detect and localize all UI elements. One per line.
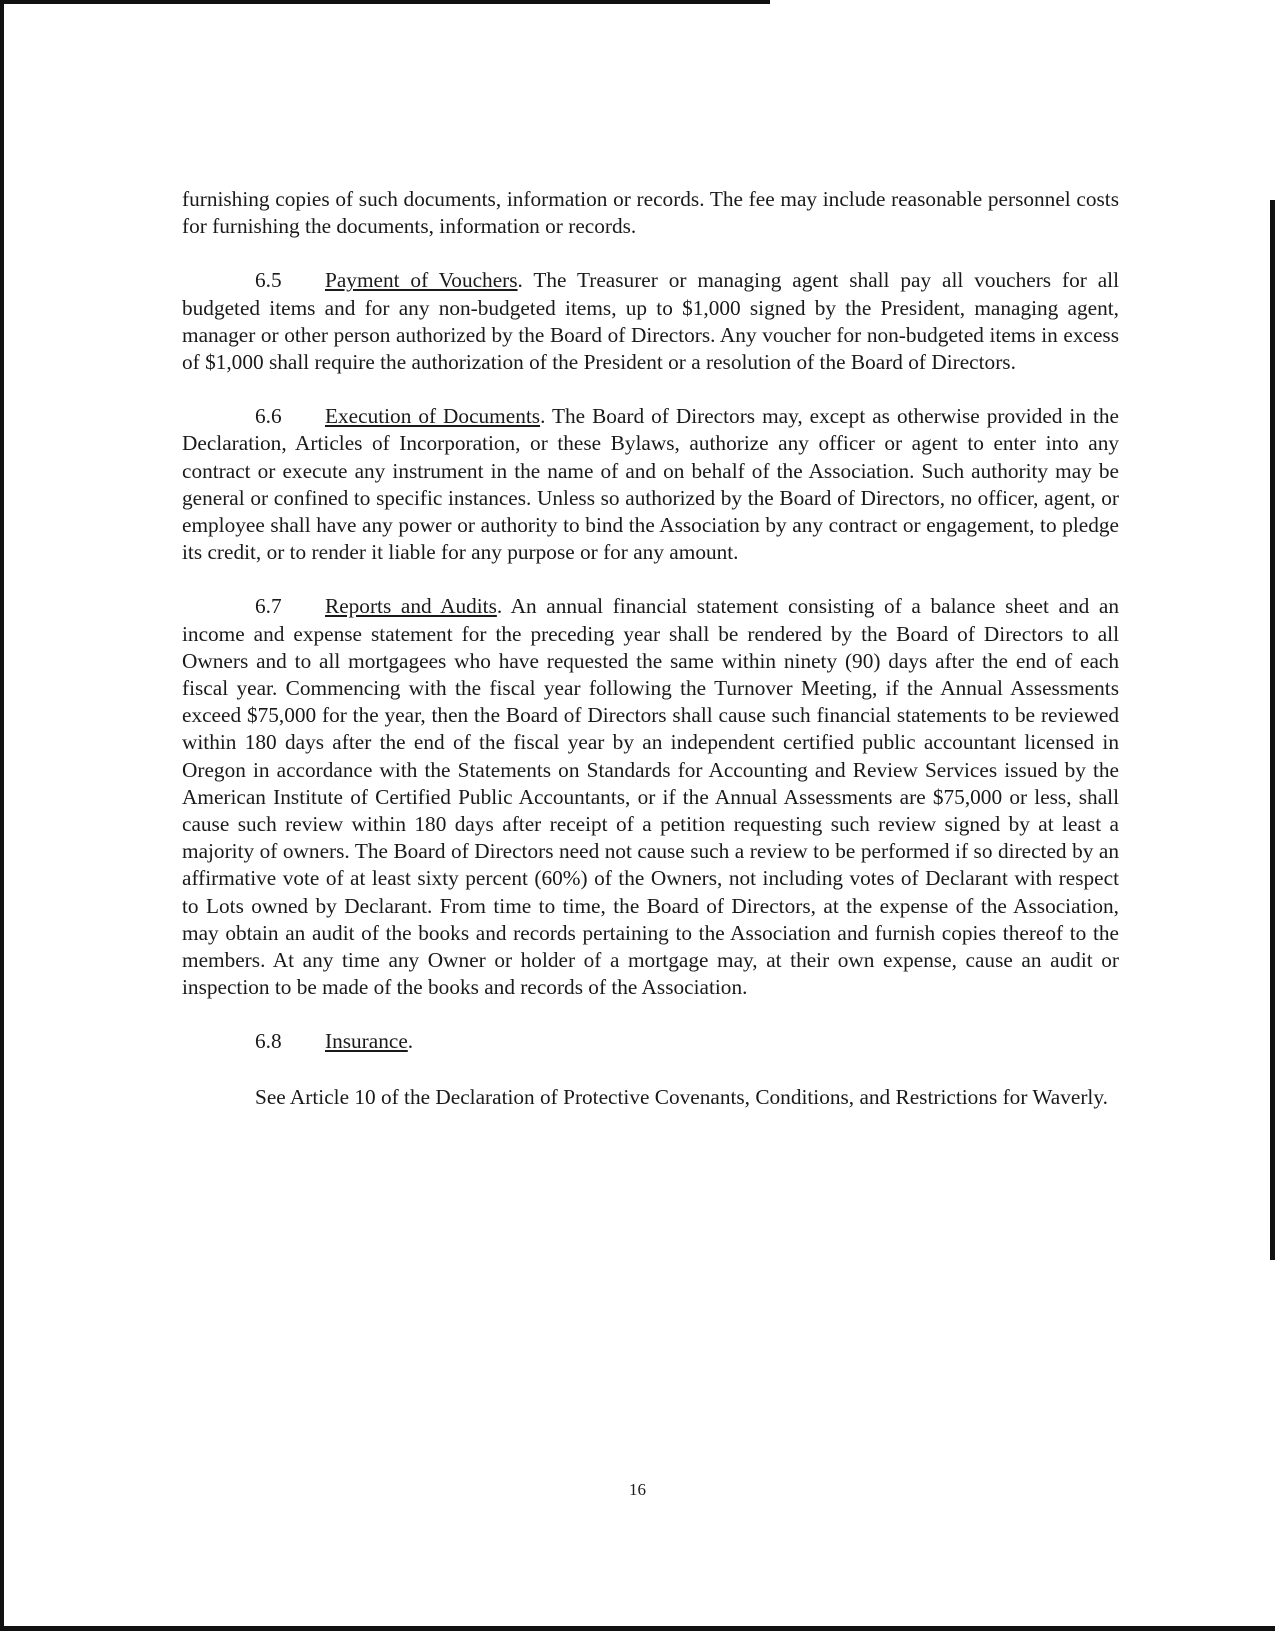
section-body: . The Board of Directors may, except as otherwise provided in the Declaration, Articles of Incorporation, or these Bylaws, authorize any officer or agent to enter into any contract or execute any instrument in the name of and on behalf of the Association. Such authority may be general or confined to specific instances. Unless so authorized by the Board of Directors, no officer, agent, or employee shall have any power or authority to bind the Association by any contract or engagement, to pledge its credit, or to render it liable for any purpose or for any amount. (182, 404, 1119, 565)
scan-border-right (1270, 200, 1275, 1260)
section-number: 6.8 (255, 1029, 282, 1054)
section-heading: Reports and Audits (325, 594, 497, 619)
section-body: . The Treasurer or managing agent shall pay all vouchers for all budgeted items and for any non-budgeted items, up to $1,000 signed by the President, managing agent, manager or other person authorized by the Board of Directors. Any voucher for non-budgeted items in excess of $1,000 shall require the authorization of the President or a resolution of the Board of Directors. (182, 268, 1119, 375)
section-6-7 (182, 593, 1119, 1001)
section-heading: Insurance (325, 1029, 408, 1054)
section-heading: Execution of Documents (325, 404, 541, 429)
section-number: 6.7 (255, 594, 282, 619)
section-body: . An annual financial statement consisting of a balance sheet and an income and expense statement for the preceding year shall be rendered by the Board of Directors to all Owners and to all mortgagees who have requested the same within ninety (90) days after the end of each fiscal year. Commencing with the fiscal year following the Turnover Meeting, if the Annual Assessments exceed $75,000 for the year, then the Board of Directors shall cause such financial statements to be reviewed within 180 days after the end of the fiscal year by an independent certified public accountant licensed in Oregon in accordance with the Statements on Standards for Accounting and Review Services issued by the American Institute of Certified Public Accountants, or if the Annual Assessments are $75,000 or less, shall cause such review within 180 days after receipt of a petition requesting such review signed by at least a majority of owners. The Board of Directors need not cause such a review to be performed if so directed by an affirmative vote of at least sixty percent (60%) of the Owners, not including votes of Declarant with respect to Lots owned by Declarant. From time to time, the Board of Directors, at the expense of the Association, may obtain an audit of the books and records pertaining to the Association and furnish copies thereof to the members. At any time any Owner or holder of a mortgage may, at their own expense, cause an audit or inspection to be made of the books and records of the Association. (182, 594, 1119, 1000)
scan-border-top (0, 0, 770, 4)
section-heading: Payment of Vouchers (325, 268, 518, 293)
continuation-paragraph: furnishing copies of such documents, information or records. The fee may include reasonable personnel costs for furnishing the documents, information or records. (182, 187, 1119, 239)
scan-border-left (0, 0, 4, 1631)
section-number: 6.5 (255, 268, 282, 293)
section-6-8 (182, 1028, 1119, 1055)
section-body: . (407, 1029, 414, 1054)
section-number: 6.6 (255, 404, 282, 429)
section-6-5 (182, 267, 1119, 376)
insurance-text: See Article 10 of the Declaration of Protective Covenants, Conditions, and Restrictions for Waverly. (255, 1084, 1108, 1109)
section-6-6 (182, 403, 1119, 566)
scan-border-bottom (0, 1626, 1275, 1631)
insurance-paragraph (182, 1084, 1119, 1111)
page-number: 16 (629, 1480, 646, 1499)
document-body (182, 186, 1119, 1138)
